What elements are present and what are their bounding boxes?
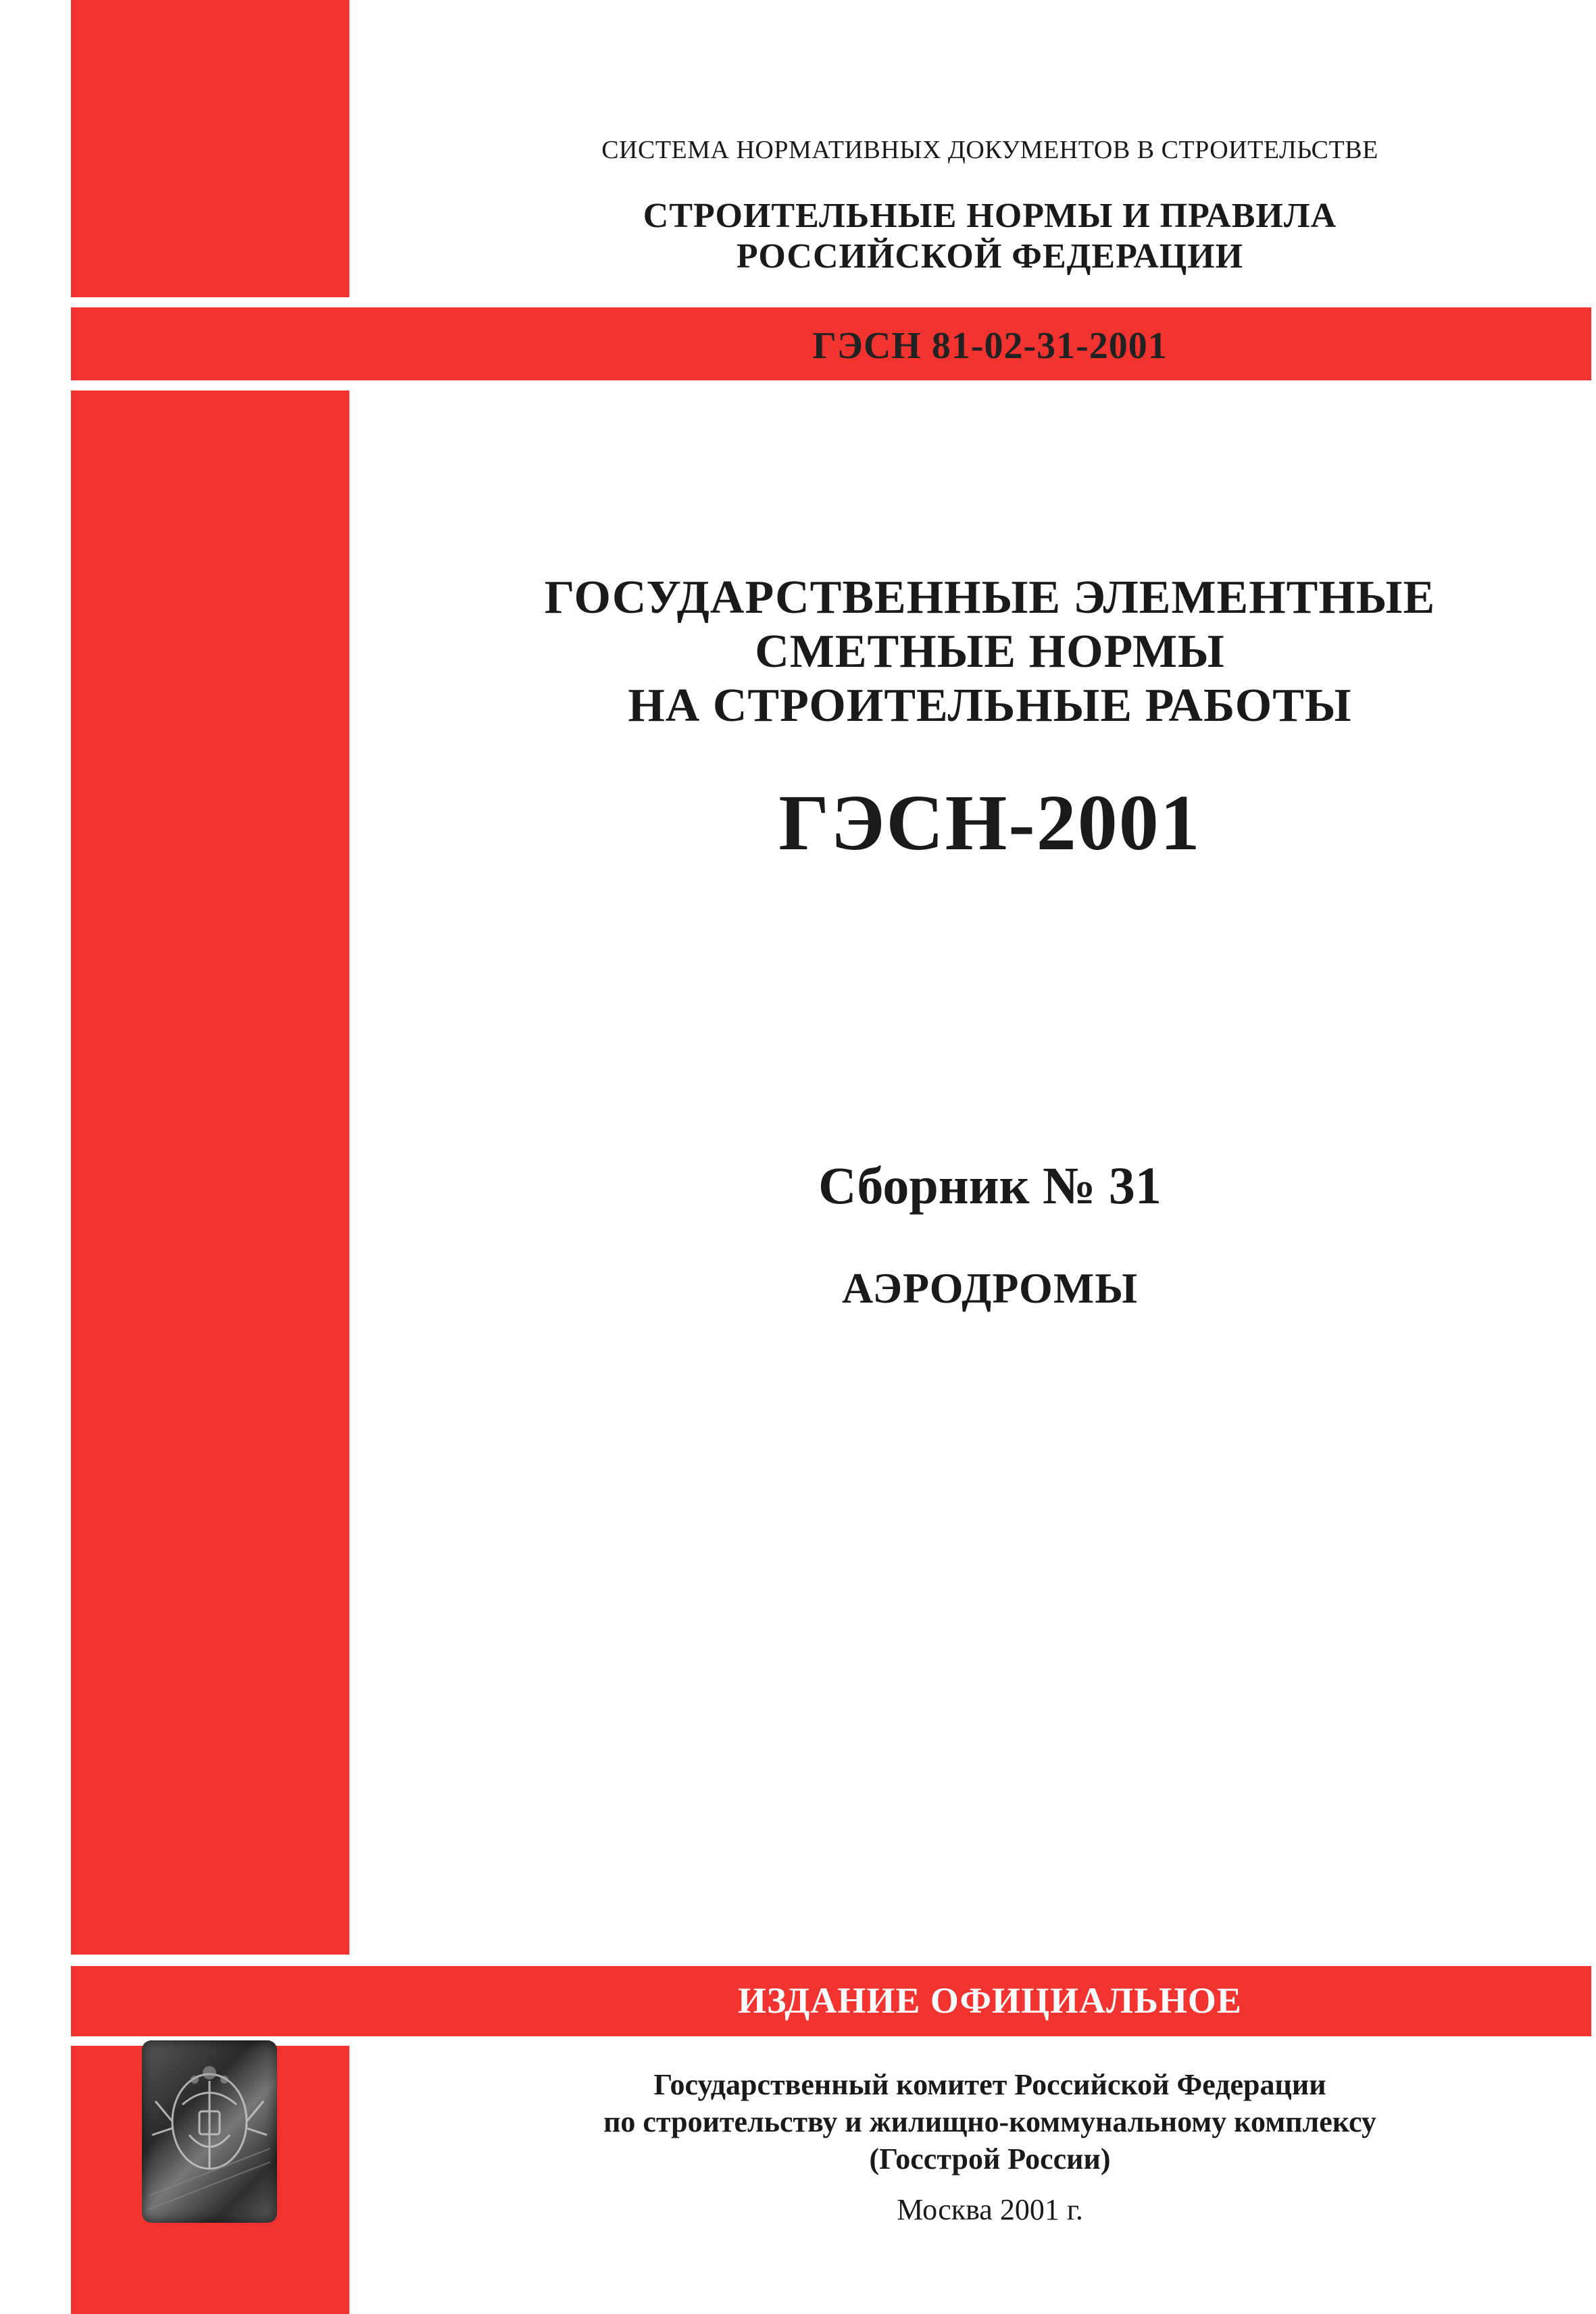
publisher-line3: (Госстрой России) — [869, 2142, 1111, 2175]
publisher-line2: по строительству и жилищно-коммунальному комплексу — [603, 2105, 1376, 2138]
publisher-line1: Государственный комитет Российской Федерации — [653, 2068, 1326, 2101]
document-title-line2: СМЕТНЫЕ НОРМЫ — [755, 626, 1225, 678]
snip-title-line2: РОССИЙСКОЙ ФЕДЕРАЦИИ — [736, 237, 1244, 276]
document-title-line1: ГОСУДАРСТВЕННЫЕ ЭЛЕМЕНТНЫЕ — [544, 572, 1436, 624]
series-title: СИСТЕМА НОРМАТИВНЫХ ДОКУМЕНТОВ В СТРОИТЕЛЬСТВЕ — [601, 136, 1378, 164]
left-red-stripe-middle — [71, 391, 349, 1955]
collection-subject: АЭРОДРОМЫ — [841, 1264, 1139, 1312]
document-title-line3: НА СТРОИТЕЛЬНЫЕ РАБОТЫ — [628, 680, 1352, 732]
coat-of-arms-hologram-icon — [142, 2040, 277, 2223]
document-code: ГЭСН 81-02-31-2001 — [812, 325, 1168, 367]
place-and-year: Москва 2001 г. — [897, 2193, 1083, 2226]
collection-number: Сборник № 31 — [818, 1156, 1162, 1215]
left-red-stripe-top — [71, 0, 349, 297]
official-edition-label: ИЗДАНИЕ ОФИЦИАЛЬНОЕ — [738, 1980, 1242, 2021]
snip-title-line1: СТРОИТЕЛЬНЫЕ НОРМЫ И ПРАВИЛА — [643, 197, 1337, 235]
document-short-name: ГЭСН-2001 — [778, 778, 1201, 867]
